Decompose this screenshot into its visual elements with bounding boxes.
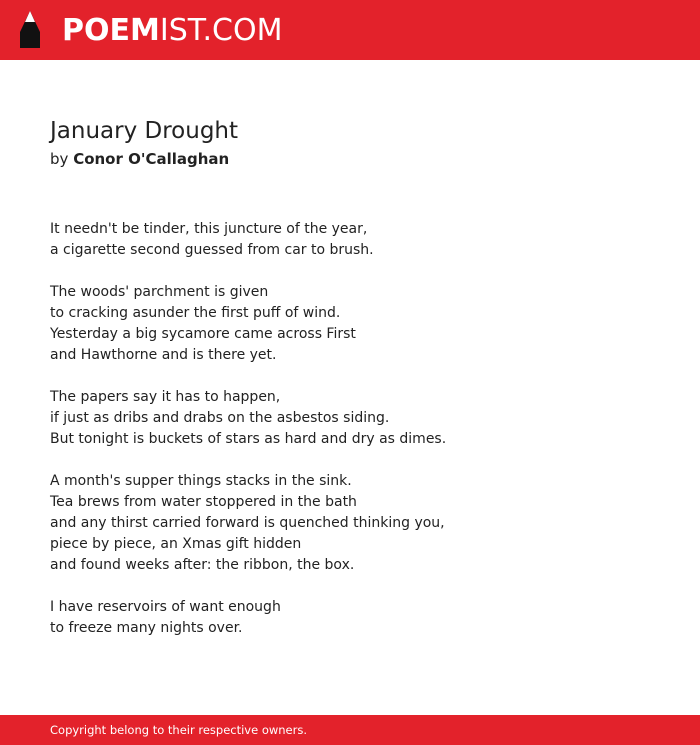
poem-stanza bbox=[50, 282, 670, 366]
poem-stanza bbox=[50, 597, 670, 639]
poem-stanza bbox=[50, 219, 670, 261]
poem-line: if just as dribs and drabs on the asbestos siding. bbox=[50, 410, 390, 426]
poem-line: piece by piece, an Xmas gift hidden bbox=[50, 536, 302, 552]
poem-line: The woods' parchment is given bbox=[50, 284, 269, 300]
poem-line: a cigarette second guessed from car to brush. bbox=[50, 242, 374, 258]
poem-line: Yesterday a big sycamore came across First bbox=[50, 326, 356, 342]
site-logo-text[interactable] bbox=[62, 11, 282, 51]
copyright-text: Copyright belong to their respective owners. bbox=[50, 723, 308, 737]
poem-line: The papers say it has to happen, bbox=[50, 389, 281, 405]
poem-line: But tonight is buckets of stars as hard and dry as dimes. bbox=[50, 431, 447, 447]
author-name[interactable]: Conor O'Callaghan bbox=[73, 150, 230, 168]
brand-light: IST.COM bbox=[159, 13, 283, 48]
poem-title: January Drought bbox=[50, 118, 239, 144]
poem-line: A month's supper things stacks in the sink. bbox=[50, 473, 352, 489]
by-label: by bbox=[50, 150, 69, 168]
site-header bbox=[0, 0, 700, 60]
poem-line: to cracking asunder the first puff of wind. bbox=[50, 305, 341, 321]
poem-line: to freeze many nights over. bbox=[50, 620, 243, 636]
poem-stanza bbox=[50, 471, 670, 576]
poem-line: Tea brews from water stoppered in the bath bbox=[50, 494, 357, 510]
poem-line: and found weeks after: the ribbon, the box. bbox=[50, 557, 355, 573]
pencil-icon[interactable] bbox=[18, 10, 42, 50]
poem-line: I have reservoirs of want enough bbox=[50, 599, 281, 615]
byline bbox=[50, 148, 229, 170]
poem-line: and Hawthorne and is there yet. bbox=[50, 347, 277, 363]
poem-line: and any thirst carried forward is quenched thinking you, bbox=[50, 515, 445, 531]
poem-stanza bbox=[50, 387, 670, 450]
poem-line: It needn't be tinder, this juncture of the year, bbox=[50, 221, 368, 237]
site-footer bbox=[0, 715, 700, 745]
poem-body bbox=[50, 219, 670, 660]
brand-bold: POEM bbox=[62, 13, 160, 48]
